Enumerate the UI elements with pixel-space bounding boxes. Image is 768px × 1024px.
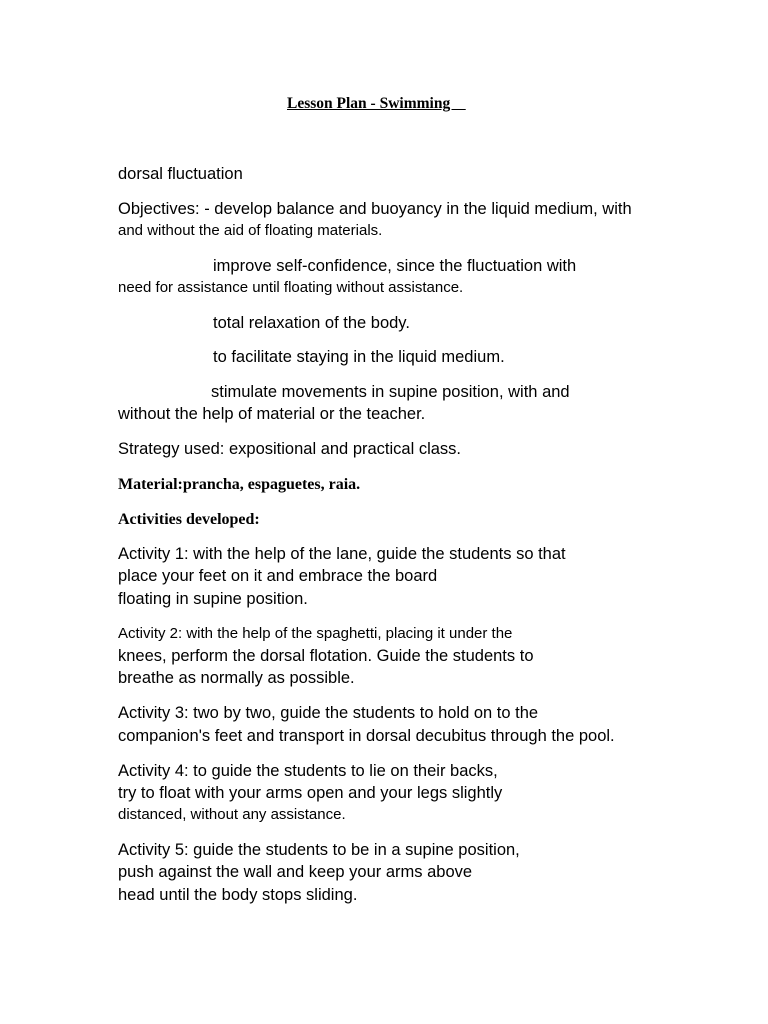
activity-line: Activity 3: two by two, guide the students to hold on to the (118, 704, 539, 722)
activity-line: Activity 2: with the help of the spaghetti, placing it under the (118, 625, 513, 642)
objective-line: without the help of material or the teacher. (118, 405, 426, 423)
strategy-line: Strategy used: expositional and practical class. (118, 440, 462, 458)
document-title: Lesson Plan - Swimming (287, 95, 466, 112)
material-line: Material:prancha, espaguetes, raia. (118, 476, 361, 493)
activity-line: companion's feet and transport in dorsal decubitus through the pool. (118, 727, 615, 745)
activity-line: try to float with your arms open and your legs slightly (118, 784, 503, 802)
activity-line: Activity 5: guide the students to be in a supine position, (118, 841, 520, 859)
activity-line: breathe as normally as possible. (118, 669, 355, 687)
activity-line: floating in supine position. (118, 590, 308, 608)
objective-line: need for assistance until floating without assistance. (118, 279, 464, 296)
activity-line: push against the wall and keep your arms above (118, 863, 473, 881)
objective-line: and without the aid of floating materials. (118, 222, 383, 239)
objective-line: total relaxation of the body. (213, 314, 410, 332)
activity-line: place your feet on it and embrace the board (118, 567, 438, 585)
lesson-topic: dorsal fluctuation (118, 165, 243, 183)
activities-heading: Activities developed: (118, 511, 260, 528)
activity-line: head until the body stops sliding. (118, 886, 358, 904)
activity-line: distanced, without any assistance. (118, 806, 346, 823)
objective-line: stimulate movements in supine position, with and (211, 383, 570, 401)
objective-line: Objectives: - develop balance and buoyancy in the liquid medium, with (118, 200, 632, 218)
objective-line: improve self-confidence, since the fluctuation with (213, 257, 577, 275)
objective-line: to facilitate staying in the liquid medium. (213, 348, 505, 366)
activity-line: Activity 1: with the help of the lane, guide the students so that (118, 545, 566, 563)
activity-line: Activity 4: to guide the students to lie on their backs, (118, 762, 498, 780)
activity-line: knees, perform the dorsal flotation. Guide the students to (118, 647, 534, 665)
